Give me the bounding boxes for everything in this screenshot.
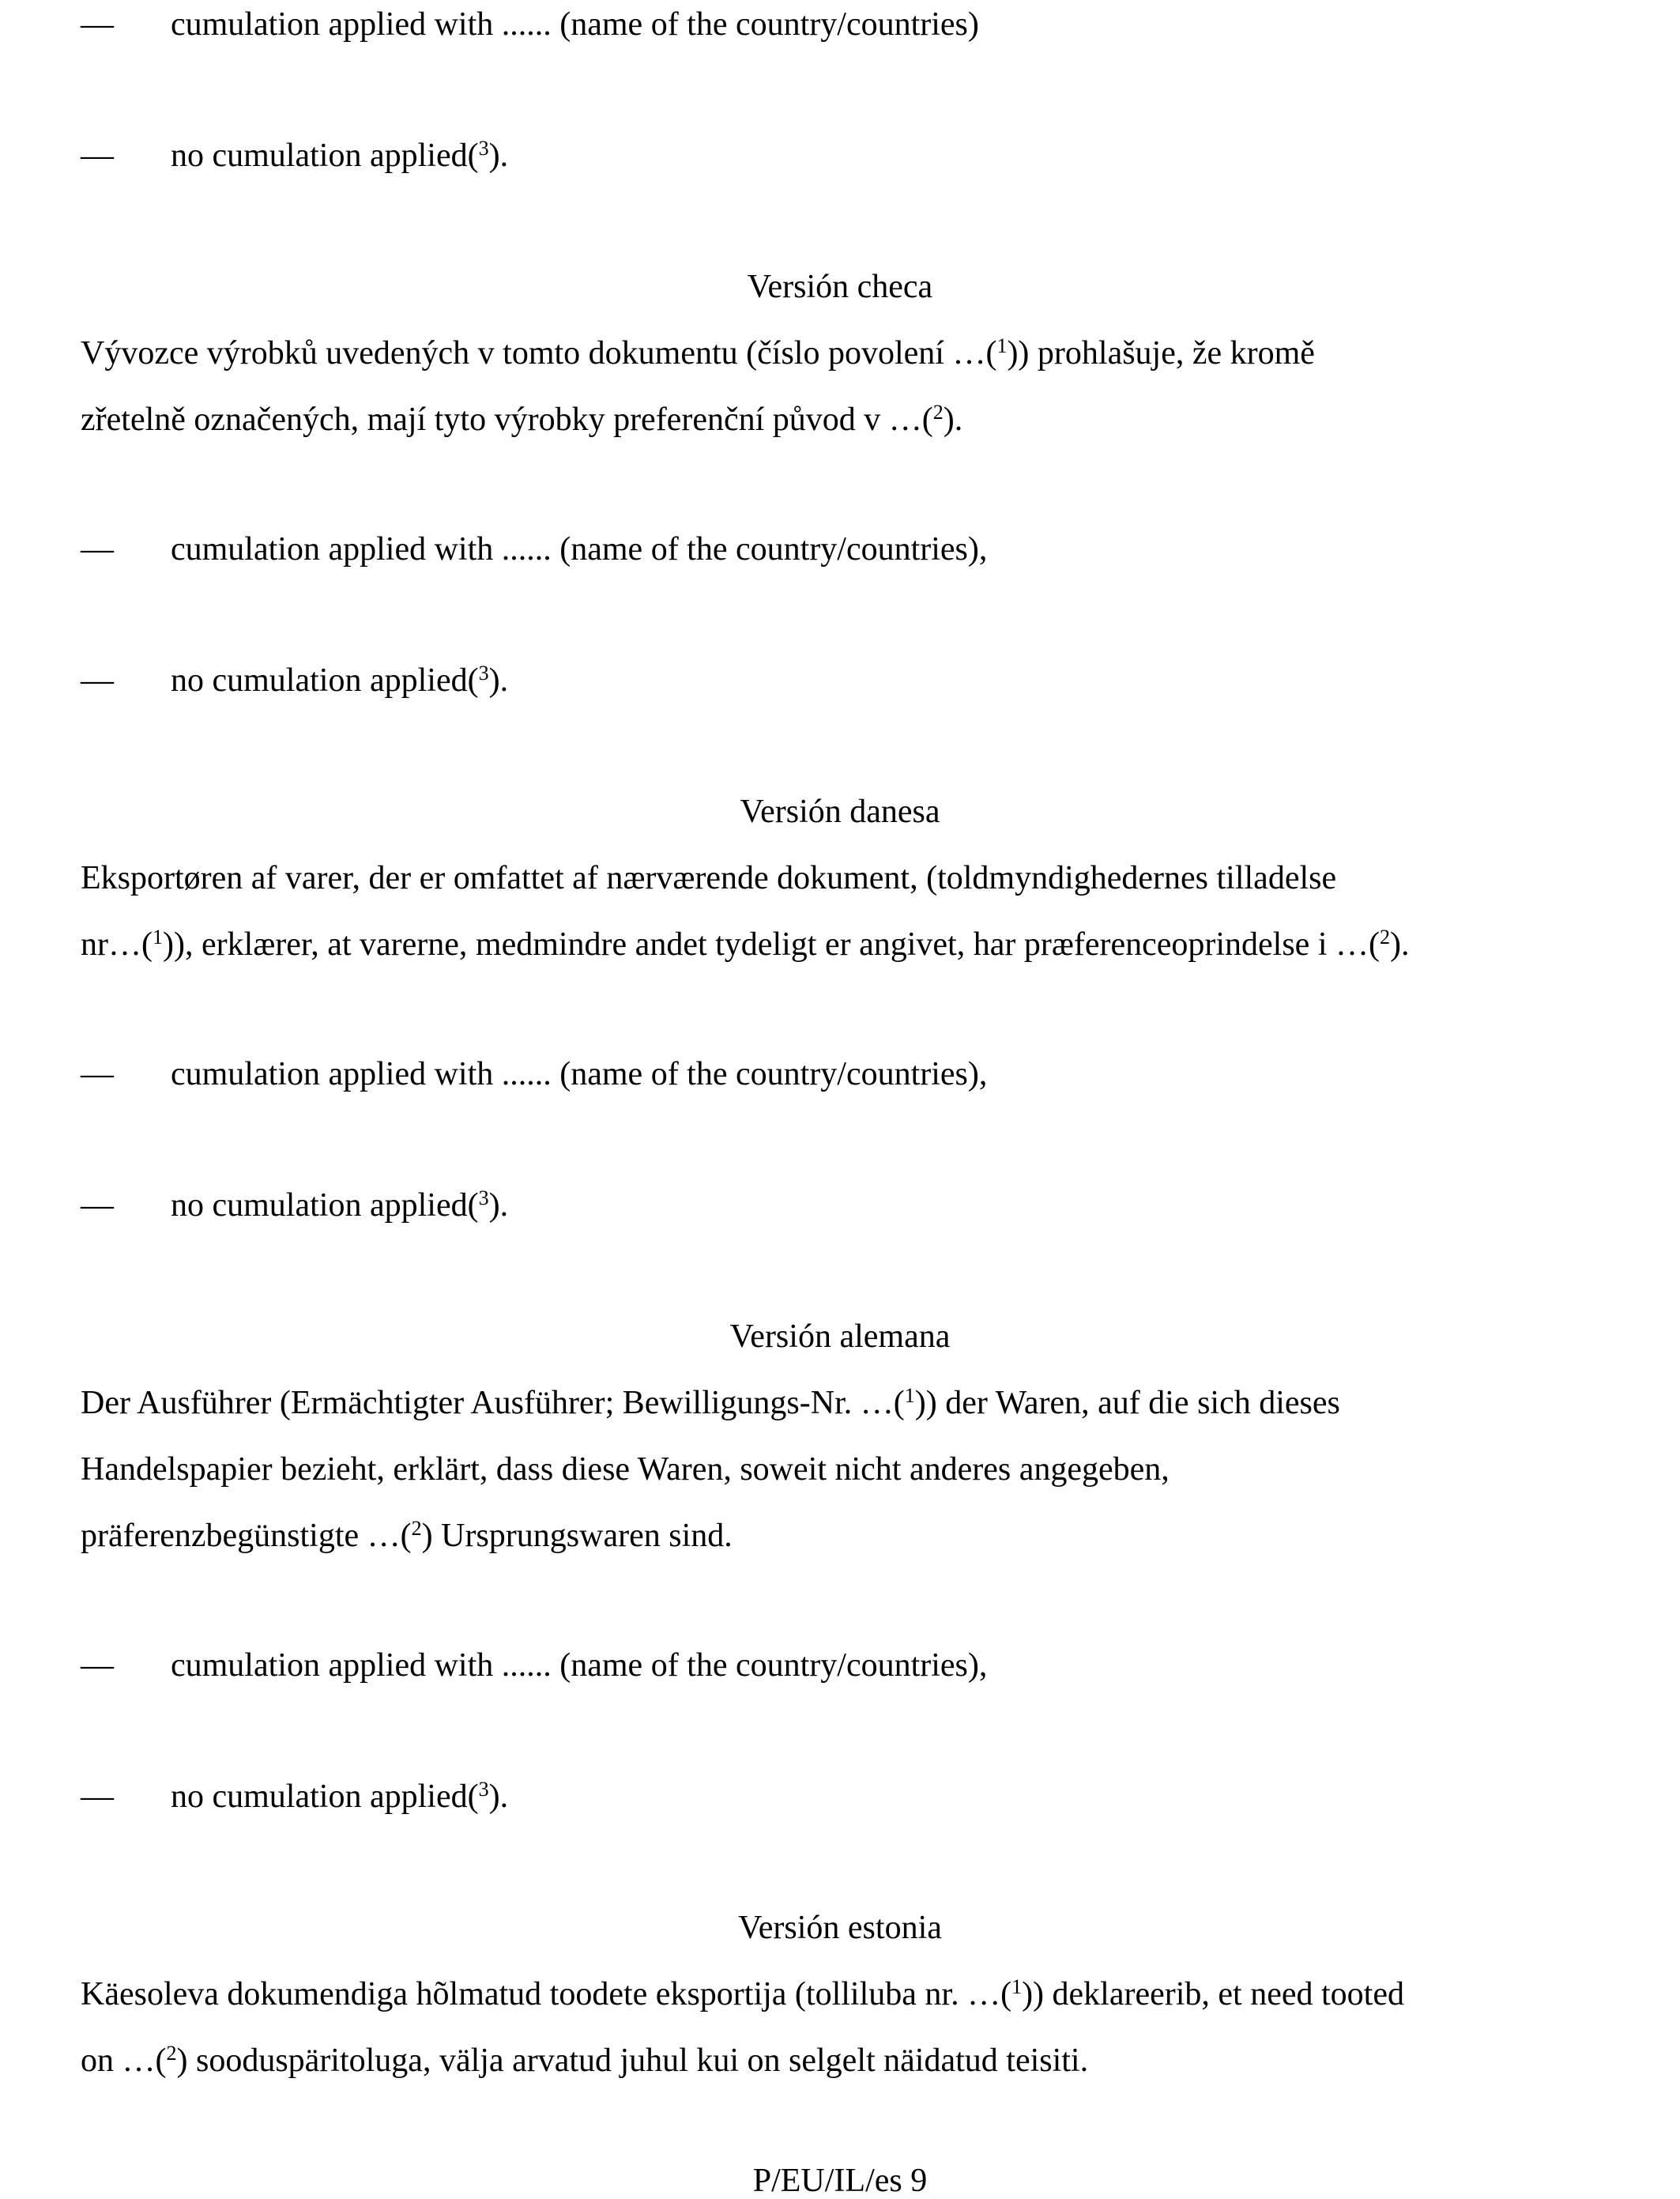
footnote-ref: 1 [904,1384,915,1407]
footnote-ref: 1 [152,926,163,949]
bullet-dash: — [81,1647,114,1684]
top-cumulation-line: cumulation applied with ...... (name of the country/countries) [171,6,979,43]
page-footer: P/EU/IL/es 9 [752,2163,928,2199]
danish-no-cumulation-line: no cumulation applied($^3$). [171,1186,509,1224]
danish-cumulation-line: cumulation applied with ...... (name of the country/countries), [171,1056,988,1092]
estonian-text-line-1: Käesoleva dokumendiga hõlmatud toodete eksportija (tolliluba nr. …($^1$)) deklareerib, et need tooted [81,1975,1404,2012]
danish-text-line-2: nr…($^1$)), erklærer, at varerne, medmindre andet tydeligt er angivet, har præferenceoprindelse i …($^2$). [81,926,1410,963]
bullet-dash: — [81,1056,114,1092]
czech-heading: Versión checa [747,269,933,305]
footnote-ref: 3 [478,662,489,685]
footnote-ref: 2 [166,2042,177,2065]
czech-text-line-1: Vývozce výrobků uvedených v tomto dokumentu (číslo povolení …($^1$)) prohlašuje, že kromě [81,334,1315,372]
bullet-dash: — [81,1187,114,1224]
bullet-dash: — [81,6,114,43]
bullet-dash: — [81,662,114,699]
german-text-line-2: Handelspapier bezieht, erklärt, dass diese Waren, soweit nicht anderes angegeben, [81,1451,1170,1488]
czech-text-line-2: zřetelně označených, mají tyto výrobky preferenční původ v …($^2$). [81,401,963,438]
german-cumulation-line: cumulation applied with ...... (name of the country/countries), [171,1647,988,1684]
danish-text-line-1: Eksportøren af varer, der er omfattet af nærværende dokument, (toldmyndighedernes tilladelse [81,860,1337,896]
german-heading: Versión alemana [729,1318,951,1355]
estonian-heading: Versión estonia [738,1910,942,1946]
german-text-line-1: Der Ausführer (Ermächtigter Ausführer; Bewilligungs-Nr. …($^1$)) der Waren, auf die sich dieses [81,1384,1340,1421]
footnote-ref: 2 [411,1517,422,1540]
footnote-ref: 3 [478,137,489,160]
footnote-ref: 2 [932,401,944,424]
footnote-ref: 2 [1379,926,1390,949]
german-text-line-3: präferenzbegünstigte …($^2$) Ursprungswaren sind. [81,1517,733,1554]
bullet-dash: — [81,138,114,174]
bullet-dash: — [81,1778,114,1815]
bullet-dash: — [81,531,114,568]
footnote-ref: 3 [478,1186,489,1209]
estonian-text-line-2: on …($^2$) sooduspäritoluga, välja arvatud juhul kui on selgelt näidatud teisiti. [81,2042,1089,2079]
footnote-ref: 1 [996,334,1008,357]
czech-cumulation-line: cumulation applied with ...... (name of the country/countries), [171,531,988,568]
top-no-cumulation-line: no cumulation applied($^3$). [171,137,509,174]
czech-no-cumulation-line: no cumulation applied($^3$). [171,662,509,699]
footnote-ref: 3 [478,1778,489,1801]
german-no-cumulation-line: no cumulation applied($^3$). [171,1778,509,1815]
danish-heading: Versión danesa [740,794,940,830]
footnote-ref: 1 [1011,1975,1023,1998]
